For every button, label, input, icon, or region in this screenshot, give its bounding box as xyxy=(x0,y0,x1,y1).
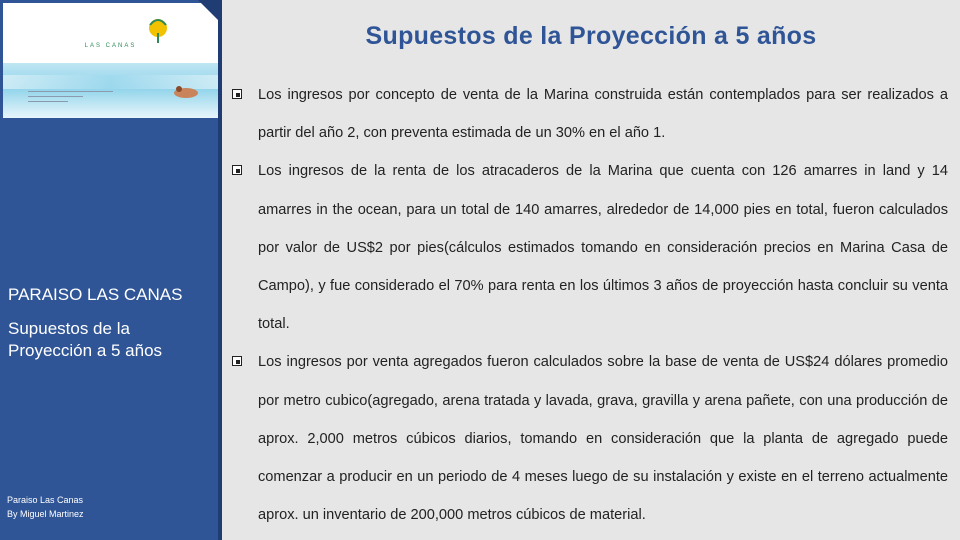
bullet-text: Los ingresos por concepto de venta de la Marina construida están contemplados para ser realizados a partir del año 2, con preventa estimada de un 30% en el año 1. xyxy=(258,87,948,142)
footer-line: Paraiso Las Canas xyxy=(7,495,84,505)
figure-icon xyxy=(171,81,201,101)
bullet-text: Los ingresos de la renta de los atracaderos de la Marina que cuenta con 126 amarres in land y 14 amarres in the ocean, para un total de 140 amarres, alrededor de 14,000 pies en total, fueron calculados por valor de US$2 por pies(cálculos estimados tomando en consideración precios en Marina Casa de Campo), y fue considerado el 70% para renta en los últimos 3 años de proyección hasta concluir su venta total. xyxy=(258,163,948,333)
bullet-text: Los ingresos por venta agregados fueron calculados sobre la base de venta de US$24 dólares promedio por metro cubico(agregado, arena tratada y lavada, grava, gravilla y arena pañete, con una producción de aprox. 2,000 metros cúbicos diarios, tomando en consideración que la planta de agregado puede comenzar a producir en un periodo de 4 meses luego de su instalación y existe en el terreno actualmente aprox. un inventario de 200,000 metros cúbicos de material. xyxy=(258,354,948,524)
cover-thumbnail xyxy=(3,3,218,118)
sidebar-footer xyxy=(7,493,212,521)
sidebar-subheading: Supuestos de la Proyección a 5 años xyxy=(8,319,163,360)
page-corner xyxy=(198,0,218,20)
square-bullet-icon xyxy=(232,343,258,381)
bullet-item xyxy=(232,152,948,343)
square-bullet-icon xyxy=(232,152,258,190)
bullet-item xyxy=(232,76,948,152)
caption-line xyxy=(28,101,68,102)
sidebar-edge xyxy=(218,0,222,540)
square-bullet-icon xyxy=(232,76,258,114)
sidebar-heading: PARAISO LAS CANAS xyxy=(8,285,183,304)
caption-line xyxy=(28,91,113,92)
footer-line: By Miguel Martinez xyxy=(7,509,84,519)
bullet-item xyxy=(232,343,948,534)
page-title: Supuestos de la Proyección a 5 años xyxy=(365,22,817,50)
bullet-list xyxy=(232,76,948,534)
logo-text: LAS CANAS xyxy=(84,43,137,49)
caption-line xyxy=(28,96,83,97)
